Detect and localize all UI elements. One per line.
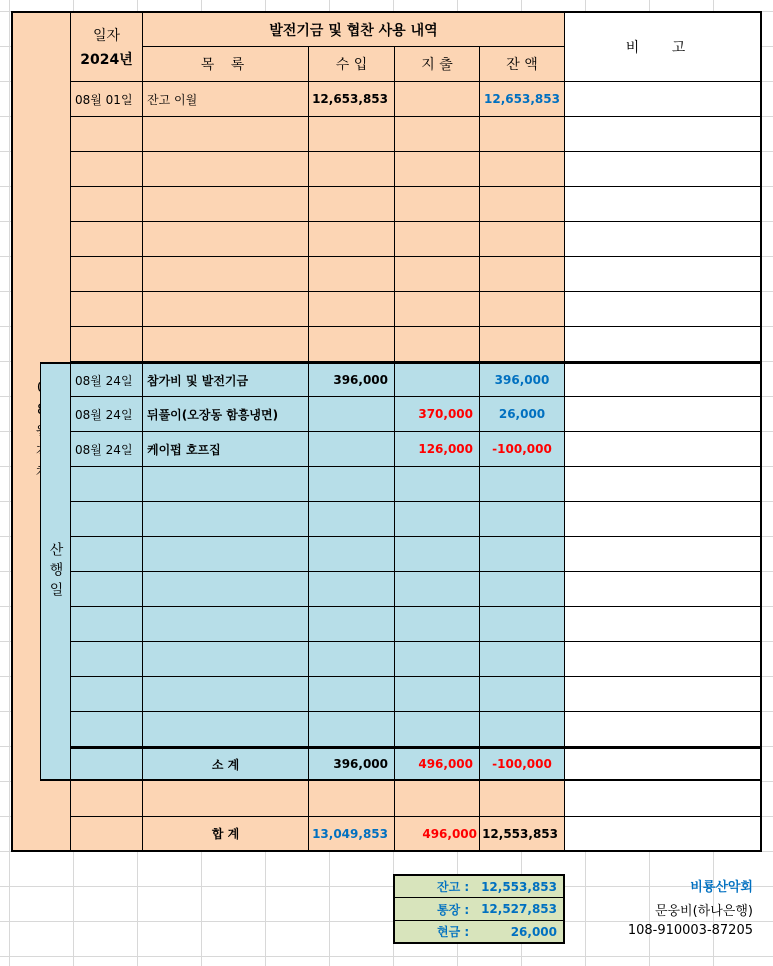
empty-cell — [309, 677, 395, 712]
empty-cell — [309, 327, 395, 362]
subtotal-balance: -100,000 — [480, 747, 565, 781]
empty-cell — [395, 467, 480, 502]
empty-cell — [143, 712, 309, 747]
total-note — [565, 817, 762, 852]
empty-cell — [309, 502, 395, 537]
empty-cell — [395, 327, 480, 362]
spacer-date — [71, 781, 143, 817]
account-number: 108-910003-87205 — [627, 923, 753, 938]
spacer-item — [143, 781, 309, 817]
empty-cell — [71, 187, 143, 222]
account-holder: 문웅비(하나은행) — [654, 904, 753, 919]
empty-cell — [143, 117, 309, 152]
spacer-income — [309, 781, 395, 817]
empty-cell — [480, 677, 565, 712]
empty-cell — [309, 642, 395, 677]
empty-note-cell — [565, 222, 762, 257]
empty-note-cell — [565, 292, 762, 327]
carry-item: 잔고 이월 — [143, 82, 309, 117]
empty-cell — [480, 257, 565, 292]
empty-cell — [143, 327, 309, 362]
carry-income: 12,653,853 — [309, 82, 395, 117]
event-note-1 — [565, 362, 762, 397]
empty-cell — [309, 222, 395, 257]
empty-note-cell — [565, 677, 762, 712]
event-item-3: 케이펍 호프집 — [143, 432, 309, 467]
year-label: 2024년 — [80, 52, 133, 68]
empty-cell — [309, 572, 395, 607]
empty-cell — [71, 677, 143, 712]
event-expense-2: 370,000 — [395, 397, 480, 432]
empty-cell — [71, 152, 143, 187]
event-note-3 — [565, 432, 762, 467]
empty-cell — [71, 257, 143, 292]
empty-cell — [143, 257, 309, 292]
summary-row-cash — [395, 921, 563, 942]
spacer-balance — [480, 781, 565, 817]
col-balance-header: 잔 액 — [480, 47, 565, 82]
event-income-1: 396,000 — [309, 362, 395, 397]
empty-note-cell — [565, 572, 762, 607]
empty-cell — [480, 117, 565, 152]
empty-note-cell — [565, 502, 762, 537]
event-label-text: 산행일 — [47, 541, 64, 602]
carry-balance: 12,653,853 — [480, 82, 565, 117]
total-income: 13,049,853 — [309, 817, 395, 852]
empty-cell — [480, 502, 565, 537]
total-label: 합 계 — [143, 817, 309, 852]
event-note-2 — [565, 397, 762, 432]
event-income-3 — [309, 432, 395, 467]
event-item-2: 뒤풀이(오장동 함흥냉면) — [143, 397, 309, 432]
empty-cell — [143, 187, 309, 222]
event-balance-3: -100,000 — [480, 432, 565, 467]
empty-cell — [480, 712, 565, 747]
empty-cell — [395, 607, 480, 642]
empty-cell — [143, 222, 309, 257]
date-header — [71, 11, 143, 82]
total-date — [71, 817, 143, 852]
empty-cell — [143, 537, 309, 572]
summary-account-label: 통장 : — [437, 902, 470, 917]
subtotal-income: 396,000 — [309, 747, 395, 781]
empty-cell — [143, 467, 309, 502]
empty-note-cell — [565, 327, 762, 362]
summary-cash-value: 26,000 — [510, 924, 557, 939]
empty-cell — [309, 187, 395, 222]
total-expense: 496,000 — [395, 817, 480, 852]
empty-cell — [395, 222, 480, 257]
event-date-1: 08월 24일 — [71, 362, 143, 397]
subtotal-expense: 496,000 — [395, 747, 480, 781]
summary-cash-label: 현금 : — [437, 925, 470, 939]
empty-cell — [480, 537, 565, 572]
empty-note-cell — [565, 467, 762, 502]
empty-cell — [480, 222, 565, 257]
empty-cell — [395, 257, 480, 292]
carry-expense — [395, 82, 480, 117]
empty-cell — [71, 537, 143, 572]
empty-cell — [143, 572, 309, 607]
empty-cell — [480, 187, 565, 222]
empty-note-cell — [565, 152, 762, 187]
total-balance: 12,553,853 — [480, 817, 565, 852]
event-expense-3: 126,000 — [395, 432, 480, 467]
org-name: 비룡산악회 — [690, 880, 753, 895]
empty-cell — [143, 677, 309, 712]
empty-cell — [71, 607, 143, 642]
event-income-2 — [309, 397, 395, 432]
event-item-1: 참가비 및 발전기금 — [143, 362, 309, 397]
spacer-expense — [395, 781, 480, 817]
event-label — [40, 362, 71, 781]
empty-note-cell — [565, 187, 762, 222]
summary-row-account — [395, 898, 563, 921]
empty-cell — [480, 607, 565, 642]
empty-cell — [480, 642, 565, 677]
empty-cell — [395, 677, 480, 712]
empty-cell — [309, 467, 395, 502]
empty-cell — [395, 502, 480, 537]
empty-cell — [71, 222, 143, 257]
empty-cell — [71, 327, 143, 362]
empty-note-cell — [565, 642, 762, 677]
empty-note-cell — [565, 257, 762, 292]
summary-balance-label: 잔고 : — [437, 880, 470, 894]
summary-account-value: 12,527,853 — [481, 902, 557, 916]
empty-cell — [395, 712, 480, 747]
empty-note-cell — [565, 607, 762, 642]
empty-cell — [480, 572, 565, 607]
main-title: 발전기금 및 협찬 사용 내역 — [143, 11, 565, 47]
empty-cell — [395, 537, 480, 572]
empty-cell — [480, 152, 565, 187]
empty-cell — [143, 292, 309, 327]
subtotal-date — [71, 747, 143, 781]
summary-row-balance — [395, 876, 563, 898]
empty-note-cell — [565, 712, 762, 747]
empty-cell — [143, 607, 309, 642]
empty-cell — [395, 187, 480, 222]
empty-cell — [480, 292, 565, 327]
empty-cell — [71, 642, 143, 677]
empty-cell — [395, 152, 480, 187]
empty-cell — [143, 502, 309, 537]
col-income-header: 수 입 — [309, 47, 395, 82]
empty-cell — [309, 537, 395, 572]
summary-balance-value: 12,553,853 — [481, 879, 557, 894]
empty-cell — [71, 117, 143, 152]
empty-cell — [71, 292, 143, 327]
empty-cell — [395, 292, 480, 327]
empty-cell — [309, 292, 395, 327]
empty-cell — [309, 152, 395, 187]
carry-note — [565, 82, 762, 117]
empty-cell — [480, 467, 565, 502]
col-note-header: 비 고 — [565, 11, 762, 82]
event-balance-2: 26,000 — [480, 397, 565, 432]
col-item-header: 목 록 — [143, 47, 309, 82]
event-balance-1: 396,000 — [480, 362, 565, 397]
spacer-note — [565, 781, 762, 817]
empty-cell — [309, 607, 395, 642]
carry-date: 08월 01일 — [71, 82, 143, 117]
empty-cell — [395, 642, 480, 677]
empty-cell — [480, 327, 565, 362]
subtotal-note — [565, 747, 762, 781]
empty-cell — [71, 502, 143, 537]
date-label: 일자 — [92, 28, 121, 44]
col-expense-header: 지 출 — [395, 47, 480, 82]
empty-cell — [395, 117, 480, 152]
empty-cell — [71, 712, 143, 747]
subtotal-label: 소 계 — [143, 747, 309, 781]
empty-note-cell — [565, 117, 762, 152]
empty-cell — [143, 152, 309, 187]
empty-cell — [309, 712, 395, 747]
empty-cell — [395, 572, 480, 607]
event-date-2: 08월 24일 — [71, 397, 143, 432]
empty-cell — [143, 642, 309, 677]
empty-note-cell — [565, 537, 762, 572]
empty-cell — [71, 467, 143, 502]
event-expense-1 — [395, 362, 480, 397]
empty-cell — [71, 572, 143, 607]
event-date-3: 08월 24일 — [71, 432, 143, 467]
empty-cell — [309, 257, 395, 292]
empty-cell — [309, 117, 395, 152]
